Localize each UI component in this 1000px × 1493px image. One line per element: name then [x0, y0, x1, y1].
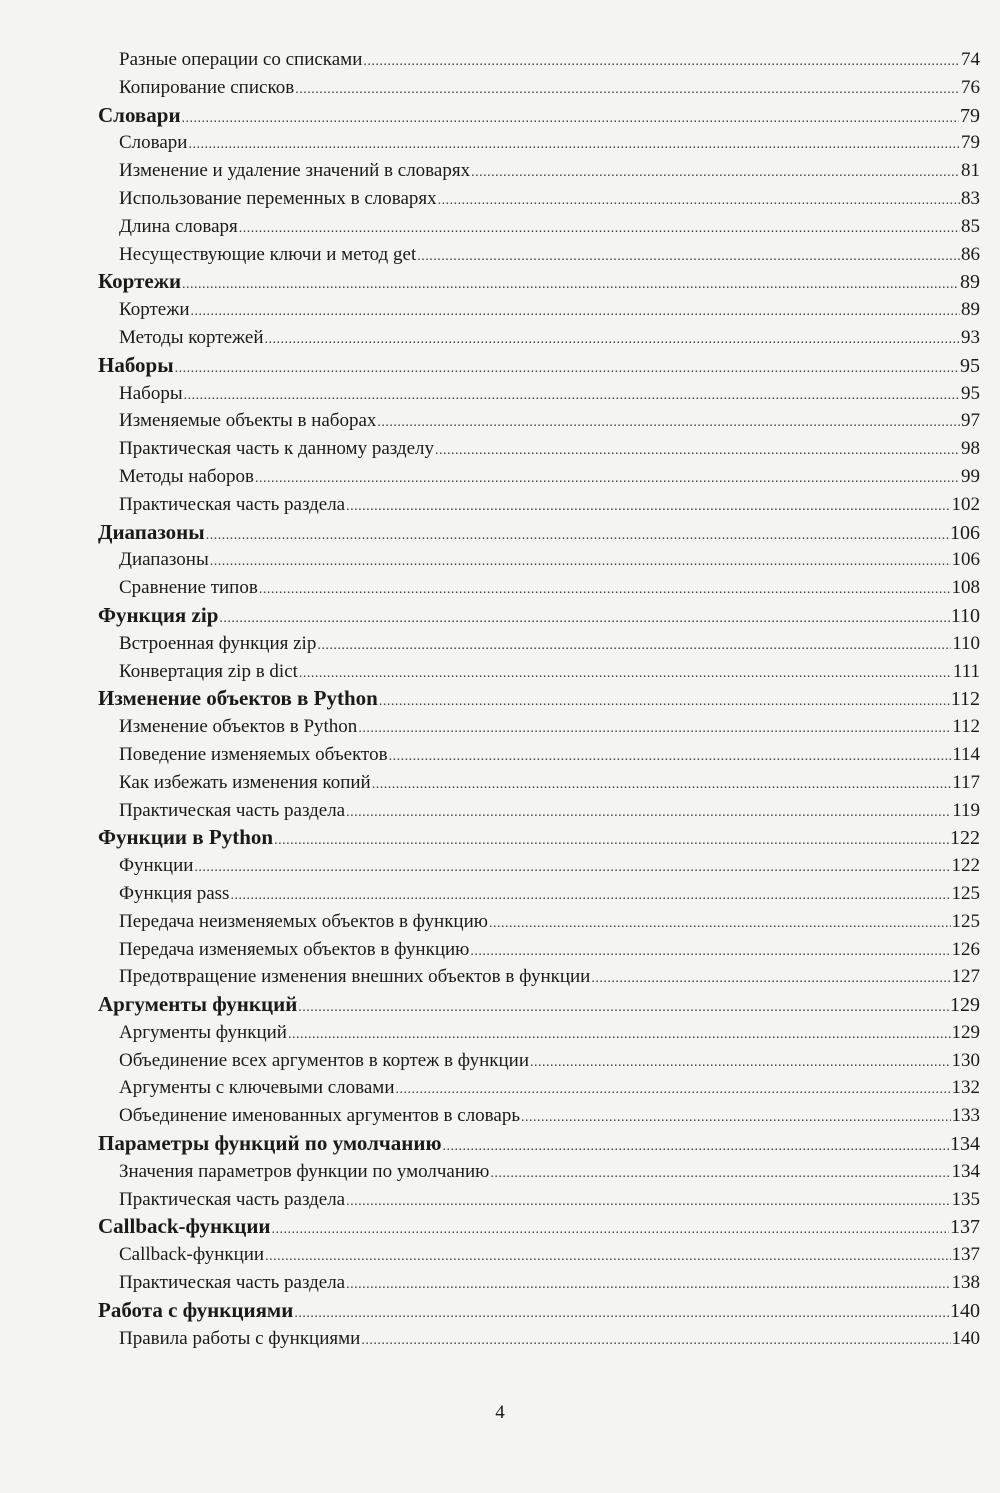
toc-entry-page: 114 — [952, 743, 980, 765]
toc-entry-title: Наборы — [119, 382, 183, 404]
toc-subsection-entry — [98, 880, 980, 908]
dot-leader — [191, 298, 960, 324]
dot-leader — [294, 1300, 949, 1325]
dot-leader — [175, 355, 959, 380]
toc-subsection-entry — [98, 797, 980, 825]
dot-leader — [379, 688, 950, 713]
toc-entry-title: Методы наборов — [119, 465, 255, 487]
toc-entry-title: Как избежать изменения копий — [119, 771, 371, 793]
dot-leader — [346, 1271, 950, 1297]
toc-entry-title: Callback-функции — [98, 1214, 271, 1239]
dot-leader — [363, 48, 960, 74]
toc-entry-title: Несуществующие ключи и метод get — [119, 243, 417, 265]
dot-leader — [239, 215, 960, 241]
toc-subsection-entry — [98, 213, 980, 241]
dot-leader — [184, 382, 960, 408]
toc-entry-page: 110 — [950, 604, 980, 627]
dot-leader — [471, 159, 960, 185]
toc-entry-page: 98 — [961, 438, 980, 460]
toc-entry-page: 130 — [951, 1049, 980, 1071]
toc-entry-title: Кортежи — [98, 269, 182, 294]
toc-entry-page: 129 — [950, 994, 980, 1017]
toc-entry-page: 119 — [952, 799, 980, 821]
toc-subsection-entry — [98, 852, 980, 880]
toc-subsection-entry — [98, 380, 980, 408]
toc-entry-title: Практическая часть раздела — [119, 493, 346, 515]
toc-subsection-entry — [98, 185, 980, 213]
dot-leader — [265, 1243, 950, 1269]
toc-entry-page: 110 — [952, 632, 980, 654]
toc-entry-page: 133 — [951, 1105, 980, 1127]
toc-entry-page: 138 — [951, 1272, 980, 1294]
dot-leader — [219, 605, 949, 630]
toc-section-entry — [98, 824, 980, 852]
toc-section-entry — [98, 268, 980, 296]
page-number: 4 — [495, 1402, 505, 1423]
toc-entry-page: 106 — [950, 521, 980, 544]
toc-entry-title: Длина словаря — [119, 215, 238, 237]
dot-leader — [295, 76, 960, 102]
table-of-contents — [98, 46, 980, 1352]
toc-subsection-entry — [98, 1047, 980, 1075]
toc-entry-page: 95 — [961, 382, 980, 404]
toc-subsection-entry — [98, 1241, 980, 1269]
toc-entry-title: Callback-функции — [119, 1244, 265, 1266]
toc-subsection-entry — [98, 1019, 980, 1047]
toc-entry-page: 112 — [952, 716, 980, 738]
dot-leader — [489, 910, 951, 936]
toc-subsection-entry — [98, 574, 980, 602]
toc-entry-page: 89 — [961, 299, 980, 321]
toc-subsection-entry — [98, 936, 980, 964]
dot-leader — [443, 1133, 950, 1158]
toc-entry-page: 127 — [951, 966, 980, 988]
toc-entry-page: 140 — [950, 1299, 980, 1322]
toc-entry-page: 134 — [950, 1133, 980, 1156]
dot-leader — [389, 743, 952, 769]
toc-entry-page: 74 — [961, 49, 980, 70]
toc-entry-title: Функция pass — [119, 882, 230, 904]
toc-section-entry — [98, 991, 980, 1019]
dot-leader — [206, 522, 949, 547]
toc-entry-title: Конвертация zip в dict — [119, 660, 298, 682]
toc-subsection-entry — [98, 491, 980, 519]
dot-leader — [194, 854, 950, 880]
toc-subsection-entry — [98, 46, 980, 74]
dot-leader — [591, 965, 950, 991]
dot-leader — [358, 715, 951, 741]
dot-leader — [182, 105, 959, 130]
toc-subsection-entry — [98, 1269, 980, 1297]
toc-subsection-entry — [98, 741, 980, 769]
dot-leader — [377, 409, 960, 435]
toc-subsection-entry — [98, 407, 980, 435]
toc-subsection-entry — [98, 908, 980, 936]
dot-leader — [210, 548, 951, 574]
toc-entry-title: Копирование списков — [119, 76, 295, 98]
toc-section-entry — [98, 352, 980, 380]
dot-leader — [438, 187, 960, 213]
toc-entry-title: Сравнение типов — [119, 577, 258, 599]
toc-entry-title: Работа с функциями — [98, 1297, 294, 1322]
toc-entry-title: Передача неизменяемых объектов в функцию — [119, 910, 488, 932]
dot-leader — [470, 938, 950, 964]
toc-subsection-entry — [98, 1325, 980, 1353]
toc-entry-title: Объединение именованных аргументов в словарь — [119, 1105, 521, 1127]
dot-leader — [417, 243, 960, 269]
toc-entry-page: 81 — [961, 160, 980, 182]
toc-entry-page: 125 — [951, 882, 980, 904]
toc-entry-page: 122 — [950, 827, 980, 850]
dot-leader — [490, 1160, 950, 1186]
toc-entry-title: Словари — [98, 102, 181, 127]
dot-leader — [230, 882, 950, 908]
toc-subsection-entry — [98, 963, 980, 991]
toc-entry-title: Аргументы функций — [98, 992, 298, 1017]
toc-entry-page: 126 — [951, 938, 980, 960]
toc-entry-page: 137 — [951, 1244, 980, 1266]
toc-entry-title: Правила работы с функциями — [119, 1327, 361, 1349]
toc-entry-page: 79 — [960, 104, 980, 127]
toc-entry-title: Аргументы функций — [119, 1021, 287, 1043]
toc-section-entry — [98, 1213, 980, 1241]
toc-entry-page: 129 — [951, 1021, 980, 1043]
dot-leader — [346, 799, 951, 825]
toc-section-entry — [98, 602, 980, 630]
toc-section-entry — [98, 1297, 980, 1325]
toc-subsection-entry — [98, 324, 980, 352]
toc-section-entry — [98, 519, 980, 547]
dot-leader — [259, 576, 951, 602]
toc-section-entry — [98, 1130, 980, 1158]
toc-subsection-entry — [98, 241, 980, 269]
toc-subsection-entry — [98, 74, 980, 102]
toc-entry-page: 106 — [951, 549, 980, 571]
toc-subsection-entry — [98, 1074, 980, 1102]
toc-entry-title: Изменение и удаление значений в словарях — [119, 160, 471, 182]
toc-entry-title: Изменение объектов в Python — [119, 716, 358, 738]
dot-leader — [346, 493, 950, 519]
toc-subsection-entry — [98, 129, 980, 157]
dot-leader — [530, 1049, 950, 1075]
toc-entry-title: Практическая часть к данному разделу — [119, 438, 435, 460]
toc-entry-title: Практическая часть раздела — [119, 1272, 346, 1294]
dot-leader — [372, 771, 951, 797]
toc-subsection-entry — [98, 658, 980, 686]
dot-leader — [346, 1188, 950, 1214]
toc-entry-page: 93 — [961, 326, 980, 348]
toc-entry-page: 79 — [961, 132, 980, 154]
toc-entry-title: Передача изменяемых объектов в функцию — [119, 938, 470, 960]
toc-entry-title: Объединение всех аргументов в кортеж в функции — [119, 1049, 530, 1071]
dot-leader — [521, 1104, 950, 1130]
toc-entry-page: 108 — [951, 577, 980, 599]
toc-entry-title: Предотвращение изменения внешних объектов в функции — [119, 966, 591, 988]
toc-subsection-entry — [98, 546, 980, 574]
toc-entry-page: 99 — [961, 465, 980, 487]
dot-leader — [188, 131, 960, 157]
toc-entry-title: Изменение объектов в Python — [98, 686, 378, 711]
toc-subsection-entry — [98, 1186, 980, 1214]
toc-entry-title: Наборы — [98, 352, 174, 377]
toc-subsection-entry — [98, 769, 980, 797]
toc-entry-title: Словари — [119, 132, 188, 154]
toc-section-entry — [98, 685, 980, 713]
dot-leader — [182, 271, 959, 296]
toc-entry-title: Диапазоны — [119, 549, 209, 571]
dot-leader — [396, 1076, 951, 1102]
toc-subsection-entry — [98, 1158, 980, 1186]
dot-leader — [317, 632, 951, 658]
toc-entry-page: 86 — [961, 243, 980, 265]
dot-leader — [298, 994, 949, 1019]
toc-entry-title: Функции в Python — [98, 825, 274, 850]
toc-entry-page: 76 — [961, 76, 980, 98]
toc-entry-title: Функция zip — [98, 602, 219, 627]
toc-entry-page: 125 — [951, 910, 980, 932]
toc-entry-page: 134 — [951, 1160, 980, 1182]
toc-entry-title: Поведение изменяемых объектов — [119, 743, 388, 765]
toc-entry-page: 102 — [951, 493, 980, 515]
toc-entry-page: 140 — [951, 1327, 980, 1349]
toc-subsection-entry — [98, 296, 980, 324]
toc-entry-title: Изменяемые объекты в наборах — [119, 410, 377, 432]
toc-entry-title: Использование переменных в словарях — [119, 187, 437, 209]
toc-entry-page: 83 — [961, 187, 980, 209]
toc-subsection-entry — [98, 630, 980, 658]
dot-leader — [299, 660, 952, 686]
toc-entry-page: 111 — [952, 660, 980, 682]
toc-entry-page: 132 — [951, 1077, 980, 1099]
toc-subsection-entry — [98, 157, 980, 185]
toc-entry-title: Практическая часть раздела — [119, 799, 346, 821]
dot-leader — [274, 827, 949, 852]
toc-subsection-entry — [98, 1102, 980, 1130]
toc-entry-title: Значения параметров функции по умолчанию — [119, 1160, 490, 1182]
toc-entry-page: 89 — [960, 271, 980, 294]
toc-entry-title: Разные операции со списками — [119, 49, 363, 70]
dot-leader — [288, 1021, 951, 1047]
toc-entry-page: 95 — [960, 354, 980, 377]
toc-section-entry — [98, 102, 980, 130]
dot-leader — [361, 1327, 950, 1353]
toc-entry-page: 122 — [951, 855, 980, 877]
toc-entry-page: 97 — [961, 410, 980, 432]
toc-entry-title: Диапазоны — [98, 519, 205, 544]
dot-leader — [255, 465, 960, 491]
toc-entry-page: 137 — [950, 1216, 980, 1239]
dot-leader — [265, 326, 961, 352]
toc-entry-title: Встроенная функция zip — [119, 632, 317, 654]
dot-leader — [272, 1216, 949, 1241]
toc-entry-page: 117 — [952, 771, 980, 793]
toc-entry-page: 112 — [950, 688, 980, 711]
dot-leader — [435, 437, 960, 463]
toc-entry-title: Практическая часть раздела — [119, 1188, 346, 1210]
toc-entry-title: Функции — [119, 855, 194, 877]
toc-entry-title: Аргументы с ключевыми словами — [119, 1077, 395, 1099]
toc-subsection-entry — [98, 435, 980, 463]
toc-subsection-entry — [98, 463, 980, 491]
toc-entry-page: 135 — [951, 1188, 980, 1210]
toc-entry-title: Параметры функций по умолчанию — [98, 1131, 442, 1156]
toc-entry-page: 85 — [961, 215, 980, 237]
toc-subsection-entry — [98, 713, 980, 741]
toc-entry-title: Кортежи — [119, 299, 190, 321]
toc-entry-title: Методы кортежей — [119, 326, 264, 348]
